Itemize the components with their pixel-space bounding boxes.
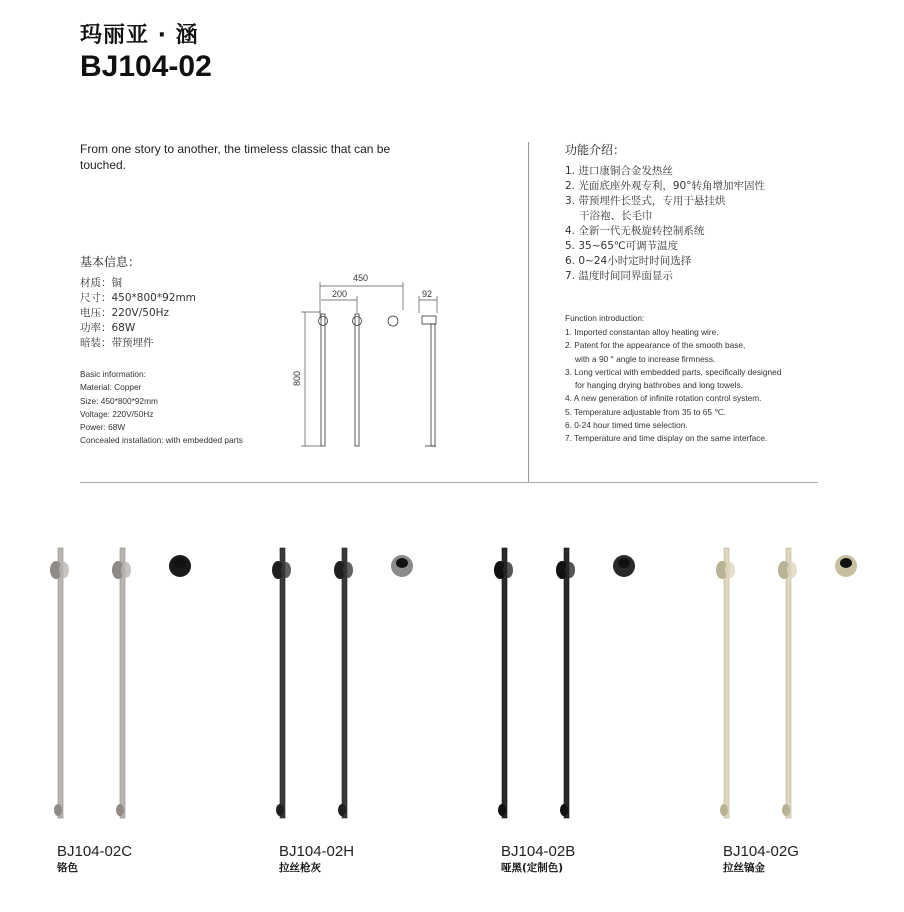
wall-mount-base bbox=[59, 562, 69, 578]
wall-mount-base bbox=[725, 562, 735, 578]
function-en-item: 7. Temperature and time display on the same interface. bbox=[565, 433, 768, 444]
product-model: BJ104-02 bbox=[80, 50, 212, 83]
basic-info-list-cn bbox=[80, 276, 196, 351]
basic-info-size: 尺寸：450*800*92mm bbox=[80, 292, 196, 304]
horizontal-divider bbox=[80, 482, 818, 483]
function-item: 4. 全新一代无极旋转控制系统 bbox=[565, 225, 705, 237]
bottom-mount bbox=[720, 804, 728, 816]
function-en-item: 4. A new generation of infinite rotation control system. bbox=[565, 393, 762, 404]
knob-display bbox=[618, 558, 630, 568]
towel-bar bbox=[724, 548, 729, 818]
dimension-drawing bbox=[285, 268, 455, 458]
towel-bar bbox=[120, 548, 125, 818]
knob-display bbox=[174, 558, 186, 568]
variant-code: BJ104-02B bbox=[501, 843, 576, 860]
dimension-height: 800 bbox=[292, 370, 302, 386]
function-item: 1. 进口康铜合金发热丝 bbox=[565, 165, 673, 177]
variant-code: BJ104-02G bbox=[723, 843, 799, 860]
function-list-en bbox=[565, 326, 781, 446]
basic-info-en-heading: Basic information: bbox=[80, 369, 146, 379]
function-item: 5. 35~65℃可调节温度 bbox=[565, 240, 679, 252]
function-item: 3. 带预埋件长竖式，专用于悬挂烘 bbox=[565, 195, 726, 207]
basic-info-en-power: Power: 68W bbox=[80, 422, 126, 433]
function-en-item: 3. Long vertical with embedded parts, specifically designed bbox=[565, 366, 782, 377]
variant-code: BJ104-02H bbox=[279, 843, 355, 860]
basic-info-voltage: 电压：220V/50Hz bbox=[80, 307, 170, 319]
variant-black bbox=[501, 843, 575, 875]
basic-info-install: 暗装：带预埋件 bbox=[80, 337, 154, 349]
bottom-mount bbox=[338, 804, 346, 816]
towel-bar bbox=[564, 548, 569, 818]
function-en-item: 5. Temperature adjustable from 35 to 65 ℃. bbox=[565, 406, 726, 417]
bottom-mount bbox=[54, 804, 62, 816]
function-en-item: 1. Imported constantan alloy heating wire. bbox=[565, 327, 719, 337]
basic-info-power: 功率：68W bbox=[80, 322, 136, 334]
variant-name: 哑黑(定制色) bbox=[501, 862, 564, 874]
variant-code: BJ104-02C bbox=[57, 843, 133, 860]
dimension-depth: 92 bbox=[422, 289, 433, 299]
function-item: 6. 0~24小时定时时间选择 bbox=[565, 255, 692, 267]
bottom-mount bbox=[116, 804, 124, 816]
knob-display bbox=[396, 558, 408, 568]
function-en-item: 2. Patent for the appearance of the smooth base, bbox=[565, 340, 746, 351]
function-list-cn bbox=[565, 164, 765, 284]
wall-mount-base bbox=[565, 562, 575, 578]
dimension-width-spacing: 200 bbox=[332, 289, 348, 299]
function-item: 干浴袍、长毛巾 bbox=[579, 210, 653, 222]
basic-info-heading: 基本信息： bbox=[80, 255, 141, 269]
function-item: 2. 光面底座外观专利，90°转角增加牢固性 bbox=[565, 180, 765, 192]
bottom-mount bbox=[560, 804, 568, 816]
function-en-item: with a 90 ° angle to increase firmness. bbox=[575, 353, 716, 364]
wall-mount-base bbox=[343, 562, 353, 578]
wall-mount-base bbox=[787, 562, 797, 578]
function-item: 7. 温度时间同界面显示 bbox=[565, 270, 673, 282]
knob-display bbox=[840, 558, 852, 568]
variant-product-images bbox=[40, 540, 870, 825]
variant-gunmetal bbox=[279, 843, 354, 875]
function-en-item: for hanging drying bathrobes and long towels. bbox=[575, 380, 743, 391]
vertical-divider bbox=[528, 142, 529, 483]
bottom-mount bbox=[782, 804, 790, 816]
wall-mount-base bbox=[503, 562, 513, 578]
bottom-mount bbox=[276, 804, 284, 816]
towel-bar bbox=[280, 548, 285, 818]
basic-info-material: 材质：铜 bbox=[80, 277, 122, 289]
basic-info-en-voltage: Voltage: 220V/50Hz bbox=[80, 408, 154, 419]
bottom-mount bbox=[498, 804, 506, 816]
variant-chrome bbox=[57, 843, 132, 875]
variant-gold bbox=[723, 843, 799, 875]
towel-bar bbox=[58, 548, 63, 818]
towel-bar bbox=[786, 548, 791, 818]
basic-info-en bbox=[80, 368, 243, 448]
basic-info-en-size: Size: 450*800*92mm bbox=[80, 395, 158, 406]
basic-info-en-material: Material: Copper bbox=[80, 382, 142, 393]
function-en-item: 6. 0-24 hour timed time selection. bbox=[565, 420, 688, 431]
towel-bar bbox=[342, 548, 347, 818]
function-heading: 功能介绍： bbox=[565, 143, 626, 157]
wall-mount-base bbox=[121, 562, 131, 578]
variant-name: 铬色 bbox=[57, 862, 78, 874]
wall-mount-base bbox=[281, 562, 291, 578]
function-en-heading: Function introduction: bbox=[565, 313, 645, 323]
product-title-cn: 玛丽亚 · 涵 bbox=[80, 23, 199, 48]
product-slogan: From one story to another, the timeless classic that can be touched. bbox=[80, 142, 391, 172]
variant-name: 拉丝镐金 bbox=[723, 862, 765, 874]
basic-info-en-install: Concealed installation: with embedded parts bbox=[80, 435, 243, 446]
variant-name: 拉丝枪灰 bbox=[279, 862, 321, 874]
dimension-width-total: 450 bbox=[353, 273, 369, 283]
towel-bar bbox=[502, 548, 507, 818]
